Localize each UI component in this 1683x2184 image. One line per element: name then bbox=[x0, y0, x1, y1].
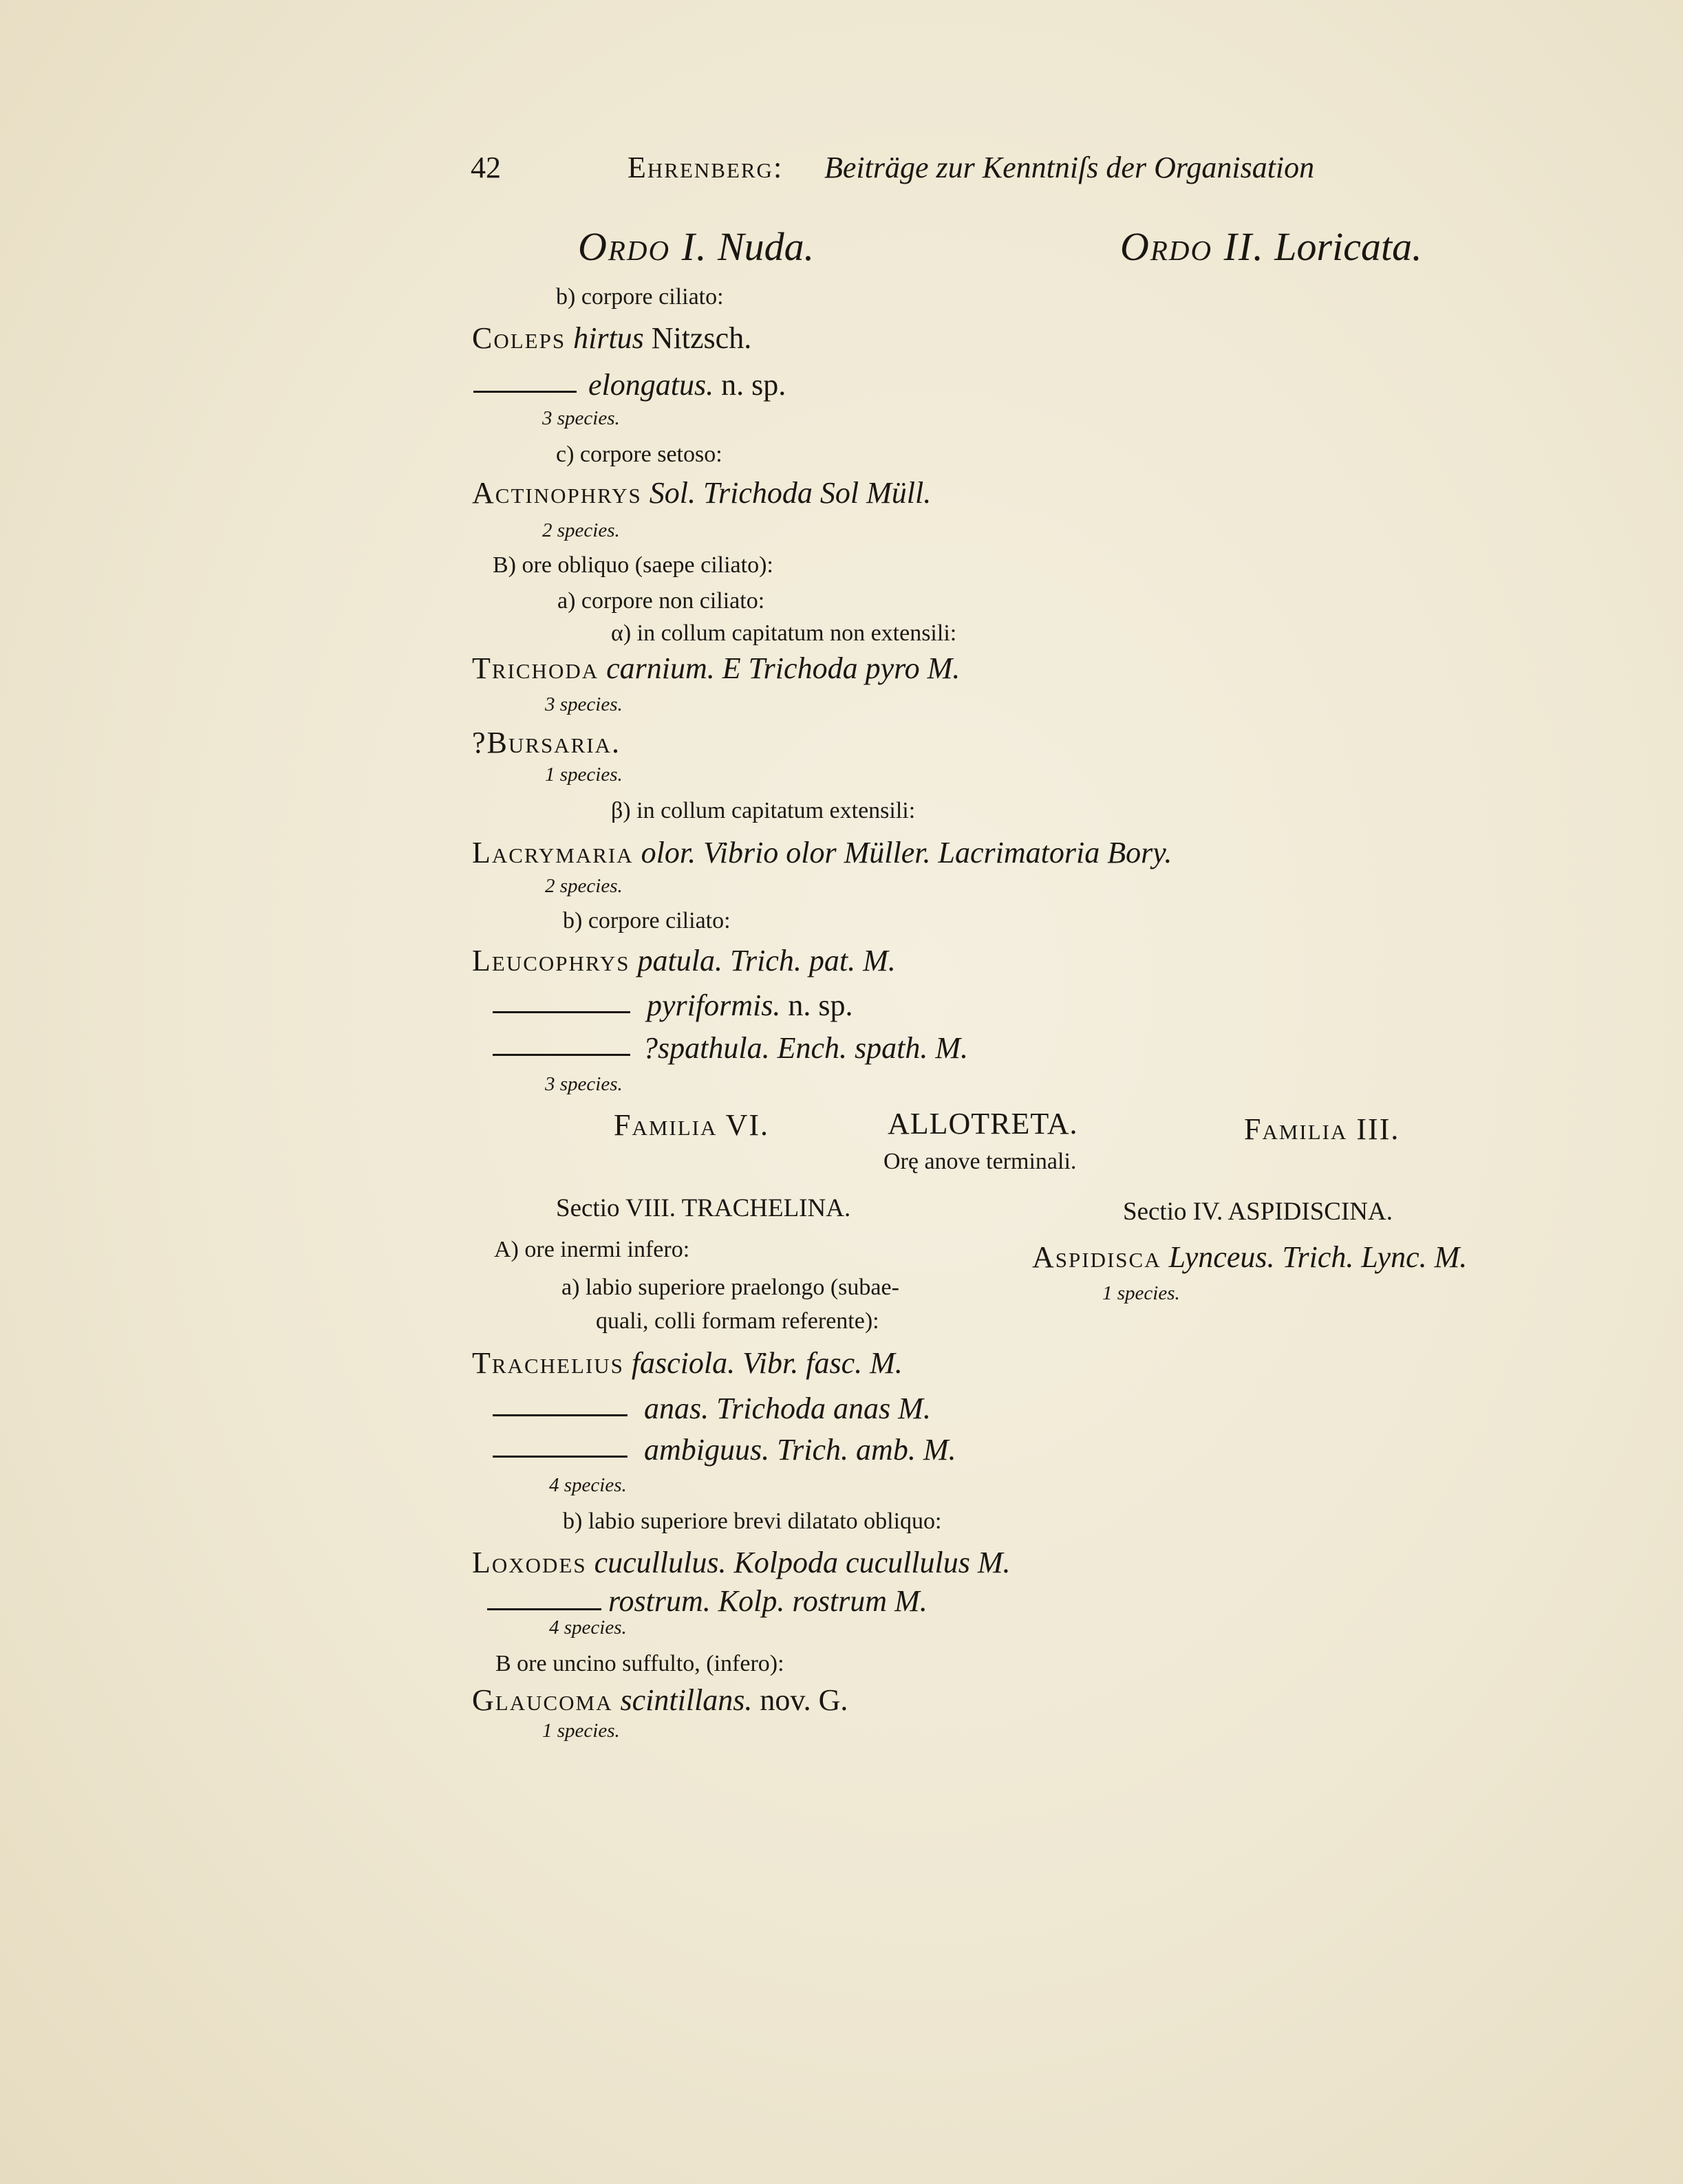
synonym-loxodes: Kolpoda cucullulus M. bbox=[733, 1546, 1011, 1579]
synonym-leucophrys-spathula: Ench. spath. M. bbox=[777, 1031, 968, 1065]
author-coleps-elongatus: n. sp. bbox=[721, 368, 786, 402]
entry-coleps-elongatus bbox=[588, 370, 786, 400]
ordo-2-label: Ordo II. bbox=[1120, 224, 1265, 269]
species-loxodes-cucullulus: cucullulus. bbox=[594, 1546, 727, 1579]
species-leucophrys-pyriformis: pyriformis. bbox=[647, 988, 781, 1022]
synonym-loxodes-rostrum: Kolp. rostrum M. bbox=[718, 1584, 928, 1618]
running-head-title: Beiträge zur Kenntniſs der Organisation bbox=[824, 151, 1315, 184]
count-actinophrys: 2 species. bbox=[542, 519, 620, 541]
species-loxodes-rostrum: rostrum. bbox=[608, 1584, 711, 1618]
synonym-lacrymaria: Vibrio olor Müller. bbox=[703, 836, 931, 869]
ordo-2-heading bbox=[1120, 224, 1422, 269]
genus-leucophrys: Leucophrys bbox=[472, 944, 630, 977]
subheading-A-infero: A) ore inermi infero: bbox=[494, 1237, 690, 1262]
synonym-trachelius-ambiguus: Trich. amb. M. bbox=[777, 1433, 956, 1467]
subheading-a-labio-line1: a) labio superiore praelongo (subae- bbox=[561, 1275, 899, 1300]
count-coleps: 3 species. bbox=[542, 407, 620, 429]
synonym-lacrimatoria: Lacrimatoria Bory. bbox=[938, 836, 1172, 869]
species-actinophrys-sol: Sol. bbox=[649, 476, 696, 510]
species-coleps-hirtus: hirtus bbox=[573, 321, 644, 355]
author-glaucoma: nov. G. bbox=[760, 1683, 848, 1717]
species-aspidisca-lynceus: Lynceus. bbox=[1168, 1240, 1275, 1274]
species-lacrymaria-olor: olor. bbox=[641, 836, 696, 869]
entry-leucophrys-spathula bbox=[643, 1033, 968, 1063]
ditto-rule bbox=[487, 1608, 601, 1610]
species-trichoda-carnium: carnium. bbox=[606, 651, 715, 685]
author-coleps-hirtus: Nitzsch. bbox=[651, 321, 752, 355]
ordo-1-name: Nuda. bbox=[717, 224, 815, 269]
entry-lacrymaria bbox=[472, 838, 1172, 868]
synonym-leucophrys: Trich. pat. M. bbox=[729, 944, 896, 977]
familia-vi: Familia VI. bbox=[614, 1108, 770, 1142]
ditto-rule bbox=[473, 391, 577, 393]
ditto-rule bbox=[493, 1414, 628, 1416]
running-head-author: Ehrenberg: bbox=[628, 151, 784, 184]
page-number: 42 bbox=[471, 151, 501, 184]
species-leucophrys-patula: patula. bbox=[637, 944, 722, 977]
entry-loxodes-rostrum bbox=[608, 1586, 928, 1617]
sectio-iv-heading: Sectio IV. ASPIDISCINA. bbox=[1123, 1198, 1393, 1226]
genus-glaucoma: Glaucoma bbox=[472, 1683, 613, 1717]
entry-actinophrys bbox=[472, 478, 931, 508]
synonym-aspidisca: Trich. Lync. M. bbox=[1282, 1240, 1468, 1274]
genus-trachelius: Trachelius bbox=[472, 1346, 624, 1380]
genus-loxodes: Loxodes bbox=[472, 1546, 587, 1579]
subheading-B-uncino: B ore uncino suffulto, (infero): bbox=[495, 1651, 784, 1676]
synonym-actinophrys: Trichoda Sol Müll. bbox=[703, 476, 932, 510]
synonym-trachelius: Vibr. fasc. M. bbox=[742, 1346, 903, 1380]
count-aspidisca: 1 species. bbox=[1102, 1282, 1180, 1304]
genus-trichoda: Trichoda bbox=[472, 651, 599, 685]
count-bursaria: 1 species. bbox=[545, 764, 623, 786]
familia-iii: Familia III. bbox=[1244, 1112, 1400, 1146]
species-trachelius-anas: anas. bbox=[644, 1392, 709, 1425]
entry-trachelius bbox=[472, 1348, 903, 1378]
genus-coleps: Coleps bbox=[472, 321, 566, 355]
species-trachelius-ambiguus: ambiguus. bbox=[644, 1433, 770, 1467]
familia-description: Orę anove terminali. bbox=[883, 1149, 1077, 1174]
genus-lacrymaria: Lacrymaria bbox=[472, 836, 634, 869]
count-loxodes: 4 species. bbox=[549, 1617, 627, 1639]
entry-bursaria: ?Bursaria. bbox=[472, 726, 621, 759]
subheading-B-obliquo: B) ore obliquo (saepe ciliato): bbox=[493, 552, 773, 578]
subheading-c-setoso: c) corpore setoso: bbox=[556, 442, 722, 467]
entry-loxodes bbox=[472, 1548, 1011, 1578]
subheading-b-labio-brevi: b) labio superiore brevi dilatato obliquo: bbox=[563, 1509, 942, 1534]
count-lacrymaria: 2 species. bbox=[545, 875, 623, 897]
subheading-b-ciliato-2: b) corpore ciliato: bbox=[563, 908, 731, 933]
genus-aspidisca: Aspidisca bbox=[1032, 1240, 1161, 1274]
count-glaucoma: 1 species. bbox=[542, 1720, 620, 1742]
entry-glaucoma bbox=[472, 1685, 848, 1716]
sectio-viii-heading: Sectio VIII. TRACHELINA. bbox=[556, 1194, 851, 1222]
entry-aspidisca bbox=[1032, 1242, 1467, 1273]
entry-leucophrys bbox=[472, 946, 896, 976]
species-coleps-elongatus: elongatus. bbox=[588, 368, 714, 402]
ordo-2-name: Loricata. bbox=[1274, 224, 1422, 269]
ordo-1-heading bbox=[578, 224, 815, 269]
count-trichoda: 3 species. bbox=[545, 693, 623, 715]
genus-actinophrys: Actinophrys bbox=[472, 476, 642, 510]
entry-leucophrys-pyriformis bbox=[647, 988, 853, 1022]
species-leucophrys-spathula: ?spathula. bbox=[643, 1031, 770, 1065]
subheading-beta: β) in collum capitatum extensili: bbox=[611, 798, 916, 823]
entry-coleps bbox=[472, 323, 751, 354]
entry-trachelius-anas bbox=[644, 1394, 931, 1424]
count-leucophrys: 3 species. bbox=[545, 1073, 623, 1095]
synonym-trichoda: E Trichoda pyro M. bbox=[722, 651, 961, 685]
subheading-b-ciliato: b) corpore ciliato: bbox=[556, 284, 724, 310]
ditto-rule bbox=[493, 1456, 628, 1458]
familia-name-allotreta: ALLOTRETA. bbox=[888, 1107, 1078, 1140]
count-trachelius: 4 species. bbox=[549, 1474, 627, 1496]
author-leucophrys-pyriformis: n. sp. bbox=[788, 988, 853, 1022]
entry-trachelius-ambiguus bbox=[644, 1435, 956, 1465]
entry-trichoda bbox=[472, 653, 960, 684]
ditto-rule bbox=[493, 1011, 630, 1013]
species-glaucoma-scintillans: scintillans. bbox=[620, 1683, 753, 1717]
ordo-1-label: Ordo I. bbox=[578, 224, 708, 269]
ditto-rule bbox=[493, 1054, 630, 1056]
subheading-alpha: α) in collum capitatum non extensili: bbox=[611, 620, 957, 646]
synonym-trachelius-anas: Trichoda anas M. bbox=[716, 1392, 931, 1425]
subheading-a-labio-line2: quali, colli formam referente): bbox=[596, 1308, 879, 1334]
subheading-a-non-ciliato: a) corpore non ciliato: bbox=[557, 588, 765, 614]
species-trachelius-fasciola: fasciola. bbox=[631, 1346, 736, 1380]
